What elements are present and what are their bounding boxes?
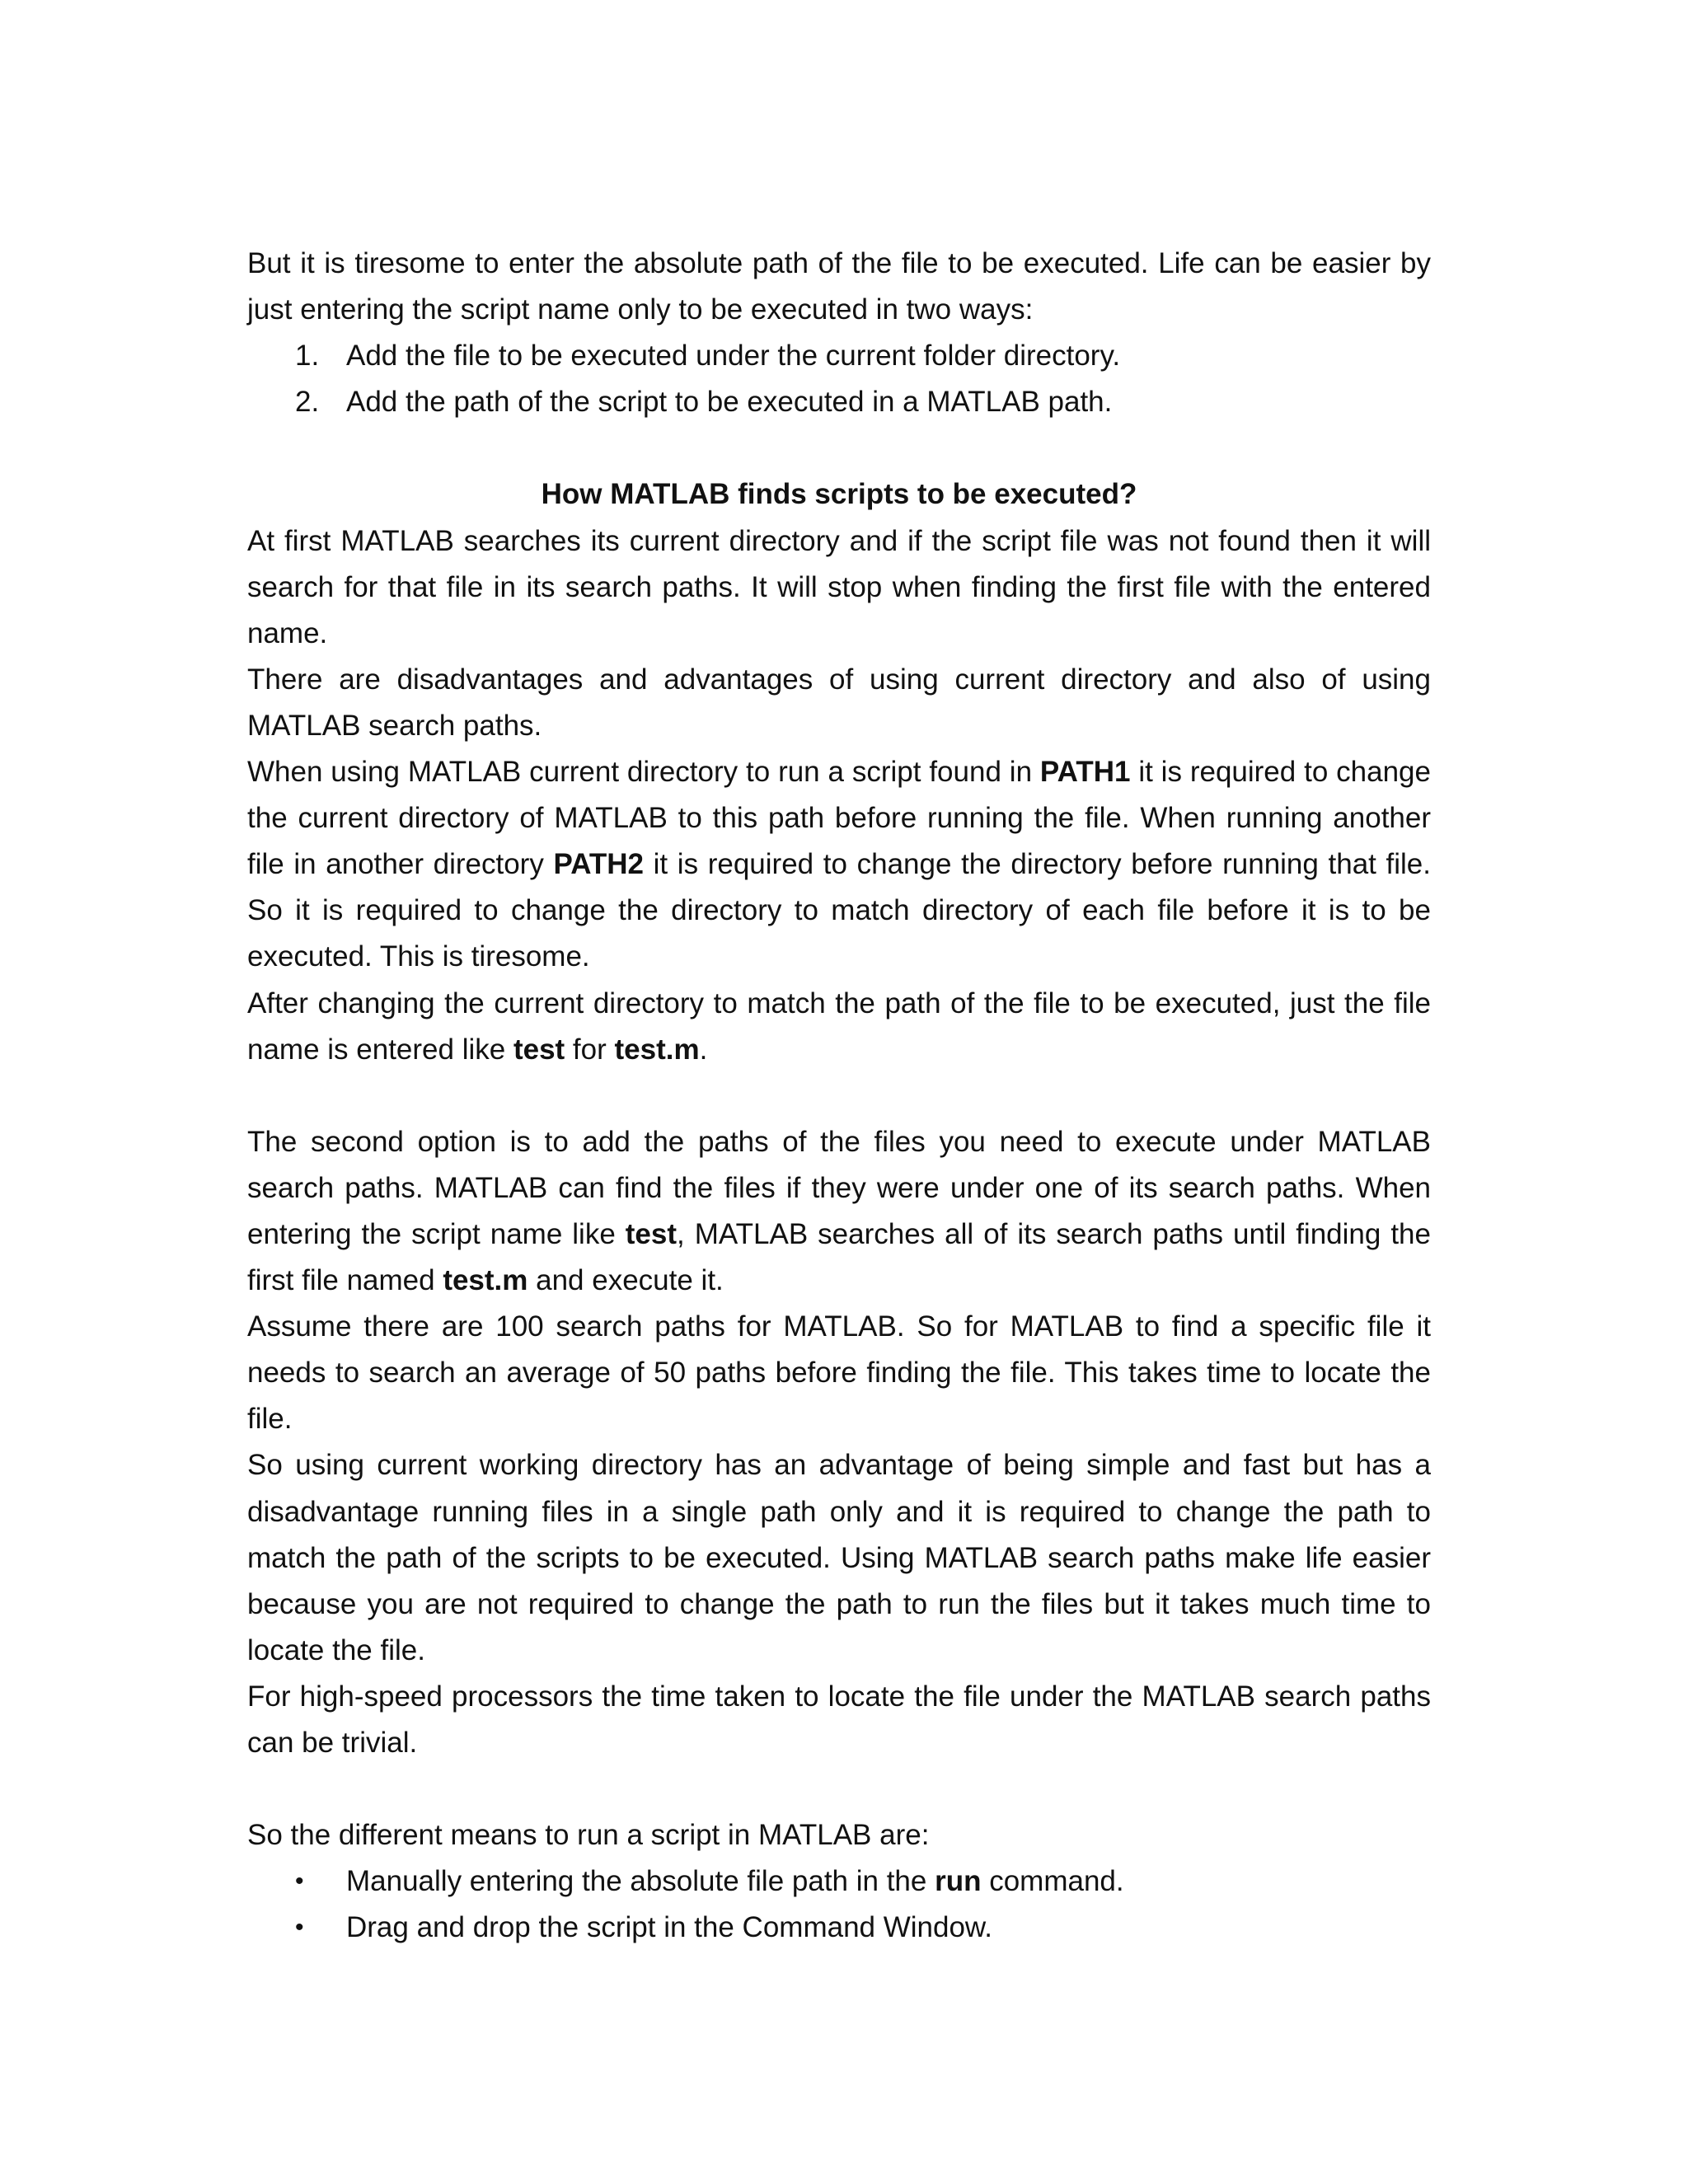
intro-paragraph: But it is tiresome to enter the absolute path of the file to be executed. Life can be easier by just entering the script name only to be executed in two ways:: [247, 247, 1431, 326]
bold-test: test: [625, 1217, 678, 1250]
text-run: .: [699, 1033, 708, 1066]
bold-path1: PATH1: [1039, 756, 1131, 789]
text-run: and execute it.: [528, 1264, 724, 1297]
text-run: When using MATLAB current directory to run a script found in: [247, 756, 1040, 789]
paragraph-comparison: So using current working directory has an advantage of being simple and fast but has a disadvantage running files in a single path only and it is required to change the path to match the path of the scripts to be executed. Using MATLAB search paths make life easier because you are not required to change the path to run the files but it takes much time to locate the file.: [247, 1449, 1431, 1666]
list-item-text: Drag and drop the script in the Command Window.: [346, 1911, 992, 1944]
text-run: it is required to change the directory before running that file. So it is required to change the directory to match directory of each file before it is to be executed. This is tiresome.: [247, 848, 1431, 973]
section-heading: How MATLAB finds scripts to be executed?: [541, 478, 1137, 511]
document-body: [247, 241, 1431, 1951]
list-item: [247, 1905, 1431, 1951]
text-run: , MATLAB searches all of its search paths until finding the first file named: [247, 1217, 1431, 1297]
bold-test: test: [513, 1033, 565, 1066]
ways-list: [247, 333, 1431, 425]
list-item: [247, 379, 1431, 425]
bold-test-m: test.m: [614, 1033, 700, 1066]
paragraph-pros-cons: There are disadvantages and advantages of using current directory and also of using MATLAB search paths.: [247, 663, 1431, 742]
bullet-icon: •: [295, 1914, 304, 1942]
paragraph-search-paths-count: Assume there are 100 search paths for MATLAB. So for MATLAB to find a specific file it needs to search an average of 50 paths before finding the file. This takes time to locate the file.: [247, 1310, 1431, 1436]
bold-test-m: test.m: [443, 1264, 528, 1297]
list-number: 1.: [295, 340, 320, 373]
paragraph-means-intro: So the different means to run a script in MATLAB are:: [247, 1819, 930, 1852]
blank-line: [247, 1073, 1431, 1119]
bold-run: run: [935, 1865, 982, 1898]
text-run: for: [565, 1033, 615, 1066]
paragraph-search-order: At first MATLAB searches its current directory and if the script file was not found then it will search for that file in its search paths. It will stop when finding the first file with the entered name.: [247, 524, 1431, 649]
means-list: [247, 1858, 1431, 1951]
list-item-text: Add the path of the script to be executed in a MATLAB path.: [346, 386, 1113, 419]
bold-path2: PATH2: [553, 848, 645, 881]
text-run: The second option is to add the paths of the files you need to execute under MATLAB search paths. MATLAB can find the files if they were under one of its search paths. When entering the script name like: [247, 1125, 1431, 1250]
list-item-text: Add the file to be executed under the current folder directory.: [346, 340, 1121, 373]
paragraph-current-directory: [247, 749, 1431, 980]
text-run: it is required to change the current directory of MATLAB to this path before running the file. When running another file in another directory: [247, 756, 1431, 881]
bullet-icon: •: [295, 1868, 304, 1896]
text-run: command.: [981, 1865, 1124, 1898]
paragraph-after-changing: [247, 981, 1431, 1073]
list-item: [247, 1858, 1431, 1905]
list-number: 2.: [295, 386, 320, 419]
text-run: Manually entering the absolute file path in the: [346, 1865, 935, 1898]
paragraph-second-option: [247, 1119, 1431, 1304]
paragraph-high-speed: For high-speed processors the time taken to locate the file under the MATLAB search paths can be trivial.: [247, 1680, 1431, 1759]
list-item: [247, 333, 1431, 379]
text-run: After changing the current directory to match the path of the file to be executed, just the file name is entered like: [247, 987, 1431, 1066]
blank-line: [247, 1766, 1431, 1812]
blank-line: [247, 425, 1431, 471]
